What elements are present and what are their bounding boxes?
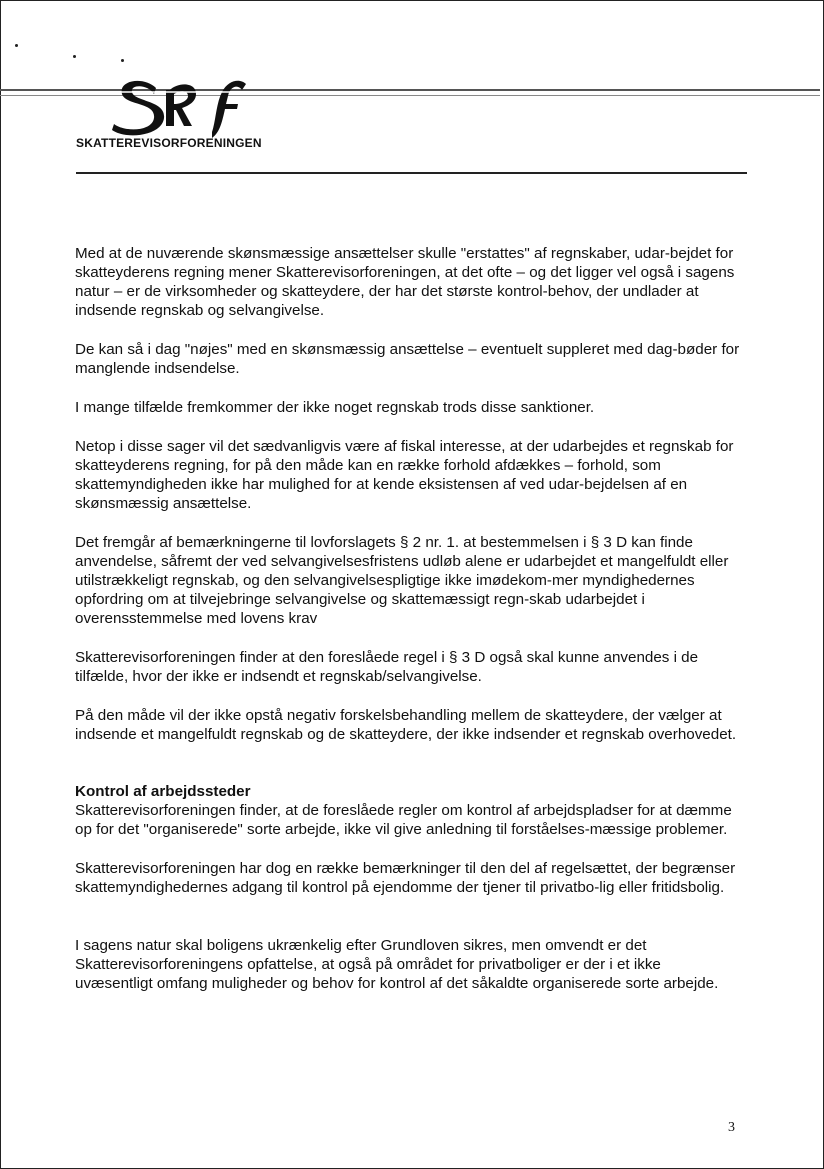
srf-logo	[104, 70, 254, 140]
paragraph: Skatterevisorforeningen finder at den foreslåede regel i § 3 D også skal kunne anvendes i de tilfælde, hvor der ikke er indsendt et regnskab/selvangivelse.	[75, 649, 699, 685]
section-heading: Kontrol af arbejdssteder	[75, 783, 251, 800]
page-number: 3	[728, 1120, 735, 1135]
letter-body	[75, 244, 740, 1013]
header-divider	[76, 172, 747, 174]
scan-speck	[73, 55, 76, 58]
paragraph: Med at de nuværende skønsmæssige ansættelser skulle "erstattes" af regnskaber, udar-bejdet for skatteyderens regning mener Skatterevisorforeningen, at det ofte – og det ligger vel også i sagens natur – er de virksomheder og skatteydere, der har det største kontrol-behov, der undlader at indsende regnskab og selvangivelse.	[75, 245, 735, 319]
scan-speck	[121, 59, 124, 62]
paragraph: Netop i disse sager vil det sædvanligvis være af fiskal interesse, at der udarbejdes et regnskab for skatteyderens regning, for på den måde kan en række forhold afdækkes – forhold, som skattemyndigheden ikke har mulighed for at kende eksistensen af ved udar-bejdelsen af en skønsmæssig ansættelse.	[75, 438, 734, 512]
paragraph: Skatterevisorforeningen finder, at de foreslåede regler om kontrol af arbejdspladser for at dæmme op for det "organiserede" sorte arbejde, ikke vil give anledning til forståelses-mæssige problemer.	[75, 802, 732, 838]
paragraph: I mange tilfælde fremkommer der ikke noget regnskab trods disse sanktioner.	[75, 399, 595, 416]
paragraph: På den måde vil der ikke opstå negativ forskelsbehandling mellem de skatteydere, der vælger at indsende et mangelfuldt regnskab og de skatteydere, der ikke indsender et regnskab overhovedet.	[75, 707, 737, 743]
paragraph: I sagens natur skal boligens ukrænkelig efter Grundloven sikres, men omvendt er det Skatterevisorforeningens opfattelse, at også på området for privatboliger er der i et ikke uvæsentligt omfang muligheder og behov for kontrol af det såkaldte organiserede sorte arbejde.	[75, 937, 719, 992]
org-name: SKATTEREVISORFORENINGEN	[76, 136, 262, 150]
paragraph: Skatterevisorforeningen har dog en række bemærkninger til den del af regelsættet, der begrænser skattemyndighedernes adgang til kontrol på ejendomme der tjener til privatbo-lig eller fritidsbolig.	[75, 860, 736, 896]
paragraph: Det fremgår af bemærkningerne til lovforslagets § 2 nr. 1. at bestemmelsen i § 3 D kan finde anvendelse, såfremt der ved selvangivelsesfristens udløb alene er udarbejdet et mangelfuldt eller utilstrækkeligt regnskab, og den selvangivelsespligtige ikke imødekom-mer myndighedernes opfordring om at tilvejebringe selvangivelse og skattemæssigt regn-skab udarbejdet i overensstemmelse med lovens krav	[75, 534, 729, 627]
paragraph: De kan så i dag "nøjes" med en skønsmæssig ansættelse – eventuelt suppleret med dag-bøder for manglende indsendelse.	[75, 341, 740, 377]
scan-speck	[15, 44, 18, 47]
